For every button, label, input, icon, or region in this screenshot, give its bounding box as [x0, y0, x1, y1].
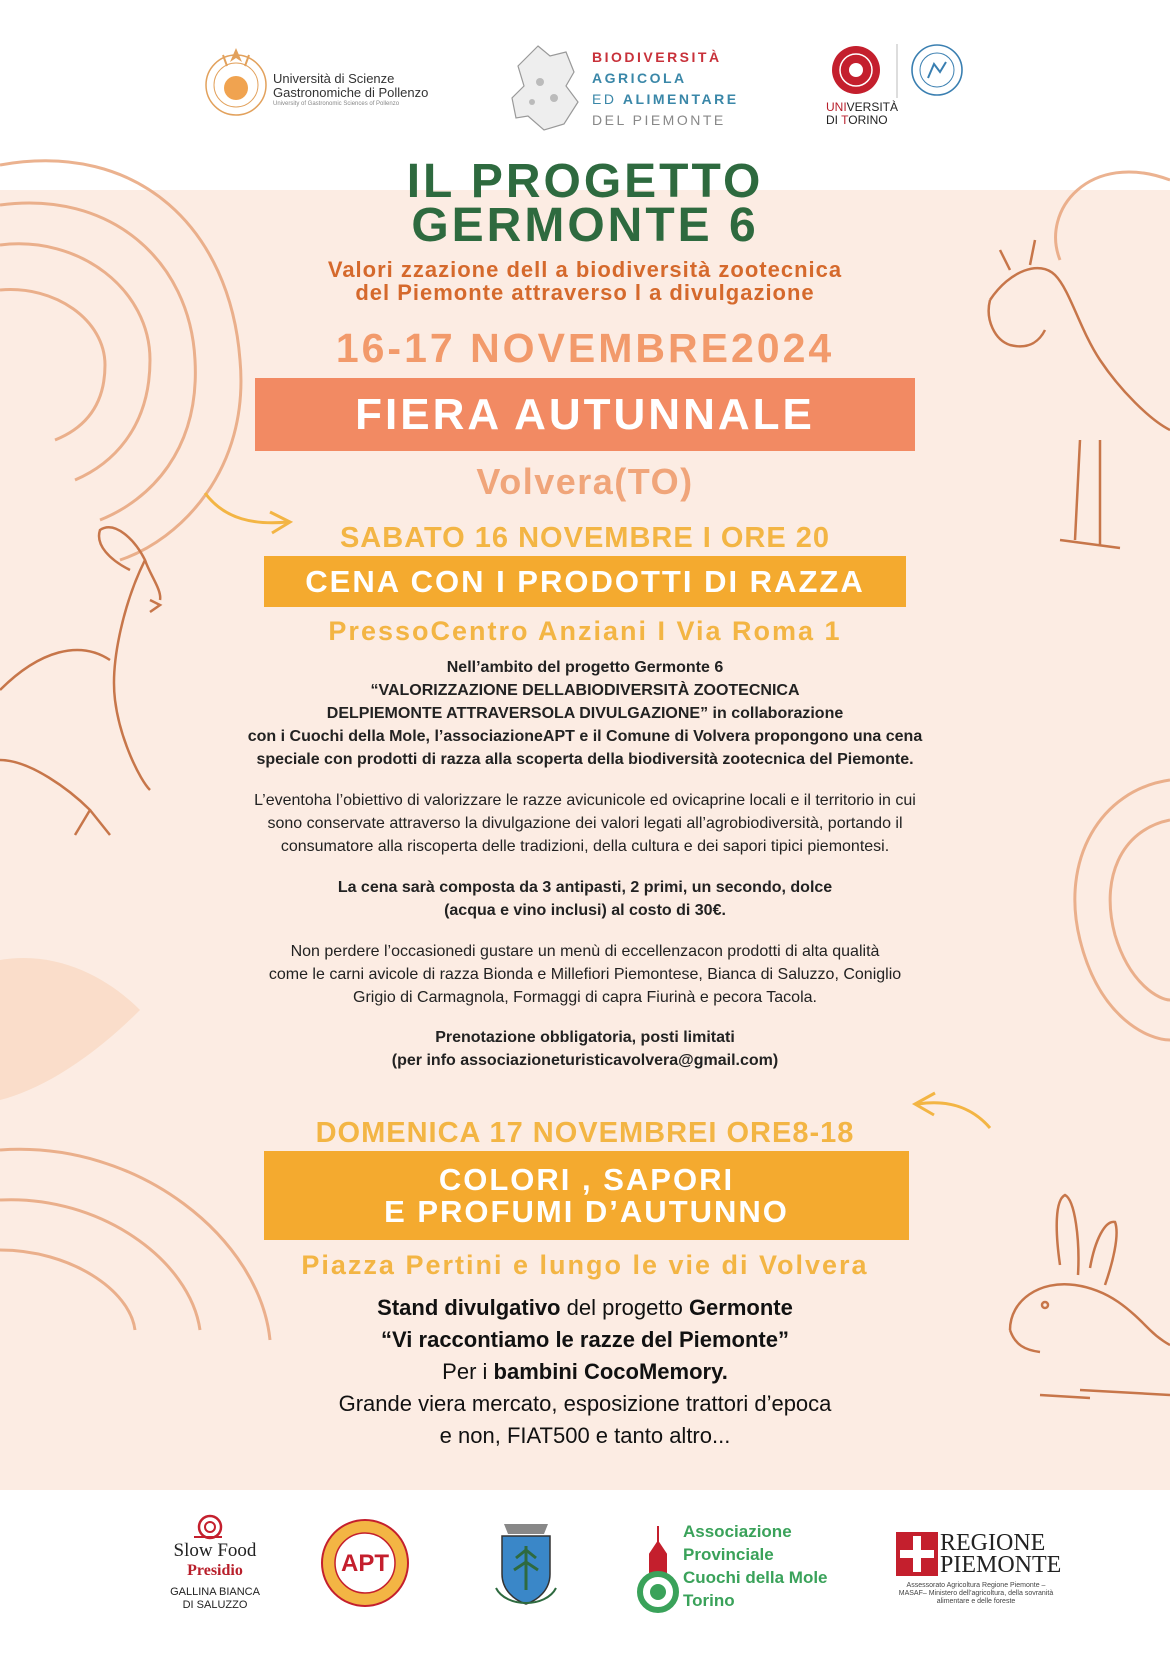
subtitle-line1: Valori zzazione dell a biodiversità zootecnica — [327, 257, 843, 282]
intro-line: DELPIEMONTE ATTRAVERSOLA DIVULGAZIONE” in collaborazione — [326, 705, 844, 722]
snail-icon — [192, 1513, 226, 1541]
biodiversita-logo-text — [592, 47, 739, 131]
stand-slogan: “Vi raccontiamo le razze del Piemonte” — [381, 1327, 789, 1352]
booking-line: Prenotazione obbligatoria, posti limitati — [435, 1029, 735, 1046]
regione-line2: PIEMONTE — [940, 1552, 1062, 1578]
slowfood-line1: Slow Food — [173, 1540, 257, 1561]
saturday-venue: PressoCentro Anziani I Via Roma 1 — [328, 616, 842, 646]
cena-banner-label: CENA CON I PRODOTTI DI RAZZA — [305, 563, 865, 599]
unisg-line2: Gastronomiche di Pollenzo — [273, 85, 429, 100]
colori-banner-line2: E PROFUMI D’AUTUNNO — [384, 1193, 789, 1229]
intro-line: speciale con prodotti di razza alla scoperta della biodiversità zootecnica del Piemonte. — [256, 751, 914, 768]
event-place: Volvera(TO) — [476, 461, 694, 502]
goal-line: consumatore alla riscoperta delle tradizioni, della cultura e dei sapori tipici piemontesi. — [280, 838, 890, 855]
unito-seals-icon — [832, 42, 967, 100]
saturday-paragraph-booking — [0, 1026, 1170, 1072]
stand-mid: del progetto — [560, 1295, 689, 1320]
bio-line4: DEL PIEMONTE — [592, 112, 726, 128]
slowfood-line2: Presidio — [187, 1562, 243, 1579]
unisg-seal-icon — [203, 40, 269, 122]
menu-line: (acqua e vino inclusi) al costo di 30€. — [444, 902, 726, 919]
slowfood-line4: DI SALUZZO — [182, 1599, 248, 1611]
regione-piemonte-logo — [896, 1532, 1061, 1606]
fiera-banner — [255, 378, 915, 451]
apt-logo-text: APT — [341, 1550, 389, 1577]
saturday-paragraph-menu — [0, 876, 1170, 922]
regione-ministry-text: Assessorato Agricoltura Regione Piemonte – MASAF– Ministero dell’agricoltura, della sovranità alimentare e delle foreste — [898, 1582, 1054, 1605]
unisg-logo-text — [273, 72, 428, 108]
cuochi-mole-logo — [683, 1520, 828, 1612]
market-line: Grande viera mercato, esposizione trattori d’epoca — [338, 1391, 832, 1416]
bio-line3a: ED — [592, 91, 623, 107]
title-line1: IL PROGETTO — [406, 155, 764, 208]
saturday-paragraph-products — [0, 940, 1170, 1009]
kids-activity: bambini CocoMemory. — [493, 1359, 728, 1384]
saturday-paragraph-intro — [0, 656, 1170, 771]
regione-line1: REGIONE — [940, 1530, 1046, 1556]
apt-logo-icon — [320, 1518, 410, 1608]
unito-logo-text — [826, 101, 898, 127]
bio-line2: AGRICOLA — [592, 70, 687, 86]
bio-line1: BIODIVERSITÀ — [592, 49, 722, 65]
intro-line: “VALORIZZAZIONE DELLABIODIVERSITÀ ZOOTECNICA — [370, 682, 800, 699]
page-subtitle — [0, 258, 1170, 304]
goal-line: sono conservate attraverso la divulgazione dei valori legati all’agrobiodiversità, portando il — [267, 815, 903, 832]
cena-banner — [264, 556, 906, 607]
unito-l1a: UNI — [826, 100, 847, 114]
sunday-venue: Piazza Pertini e lungo le vie di Volvera — [301, 1250, 869, 1280]
saturday-paragraph-goal — [0, 789, 1170, 858]
booking-contact[interactable]: (per info associazioneturisticavolvera@gmail.com) — [391, 1052, 779, 1069]
event-dates: 16-17 NOVEMBRE2024 — [335, 325, 835, 371]
apcm-line: Cuochi della Mole — [683, 1568, 828, 1587]
slowfood-line3: GALLINA BIANCA — [170, 1586, 260, 1598]
unisg-line3: University of Gastronomic Sciences of Pollenzo — [273, 101, 400, 107]
kids-prefix: Per i — [442, 1359, 494, 1384]
title-line2: GERMONTE 6 — [411, 199, 759, 252]
subtitle-line2: del Piemonte attraverso l a divulgazione — [355, 280, 815, 305]
stand-label: Stand divulgativo — [377, 1295, 561, 1320]
unito-l2a: DI — [826, 113, 842, 127]
products-line: Grigio di Carmagnola, Formaggi di capra Fiurinà e pecora Tacola. — [353, 989, 817, 1006]
apcm-line: Associazione — [683, 1522, 792, 1541]
colori-banner — [264, 1151, 909, 1240]
menu-line: La cena sarà composta da 3 antipasti, 2 primi, un secondo, dolce — [337, 879, 833, 896]
volvera-coat-of-arms-icon — [490, 1518, 562, 1614]
sunday-program — [0, 1292, 1170, 1452]
apcm-line: Torino — [683, 1591, 735, 1610]
goal-line: L’eventoha l’obiettivo di valorizzare le razze avicunicole ed ovicaprine locali e il territorio in cui — [254, 792, 916, 809]
products-line: Non perdere l’occasionedi gustare un menù di eccellenzacon prodotti di alta qualità — [290, 943, 880, 960]
intro-line: Nell’ambito del progetto Germonte 6 — [446, 659, 724, 676]
apcm-line: Provinciale — [683, 1545, 774, 1564]
fiera-banner-label: FIERA AUTUNNALE — [355, 389, 815, 439]
bio-line3b: ALIMENTARE — [622, 91, 739, 107]
saturday-heading: SABATO 16 NOVEMBRE I ORE 20 — [339, 522, 831, 554]
unito-l1b: VERSITÀ — [846, 100, 899, 114]
unito-l2c: ORINO — [848, 113, 888, 127]
stand-germonte: Germonte — [688, 1295, 793, 1320]
slowfood-logo — [160, 1540, 270, 1612]
sunday-heading: DOMENICA 17 NOVEMBREI ORE8-18 — [315, 1117, 855, 1149]
unisg-line1: Università di Scienze — [273, 71, 395, 86]
colori-banner-line1: COLORI , SAPORI — [438, 1161, 735, 1197]
unito-l2b: T — [841, 113, 849, 127]
intro-line: con i Cuochi della Mole, l’associazioneAPT e il Comune di Volvera propongono una cena — [247, 728, 923, 745]
mole-antonelliana-icon — [632, 1524, 684, 1614]
products-line: come le carni avicole di razza Bionda e Millefiori Piemontese, Bianca di Saluzzo, Coniglio — [268, 966, 902, 983]
piemonte-map-icon — [508, 42, 588, 134]
page-title — [0, 155, 1170, 252]
market-line-2: e non, FIAT500 e tanto altro... — [439, 1423, 731, 1448]
